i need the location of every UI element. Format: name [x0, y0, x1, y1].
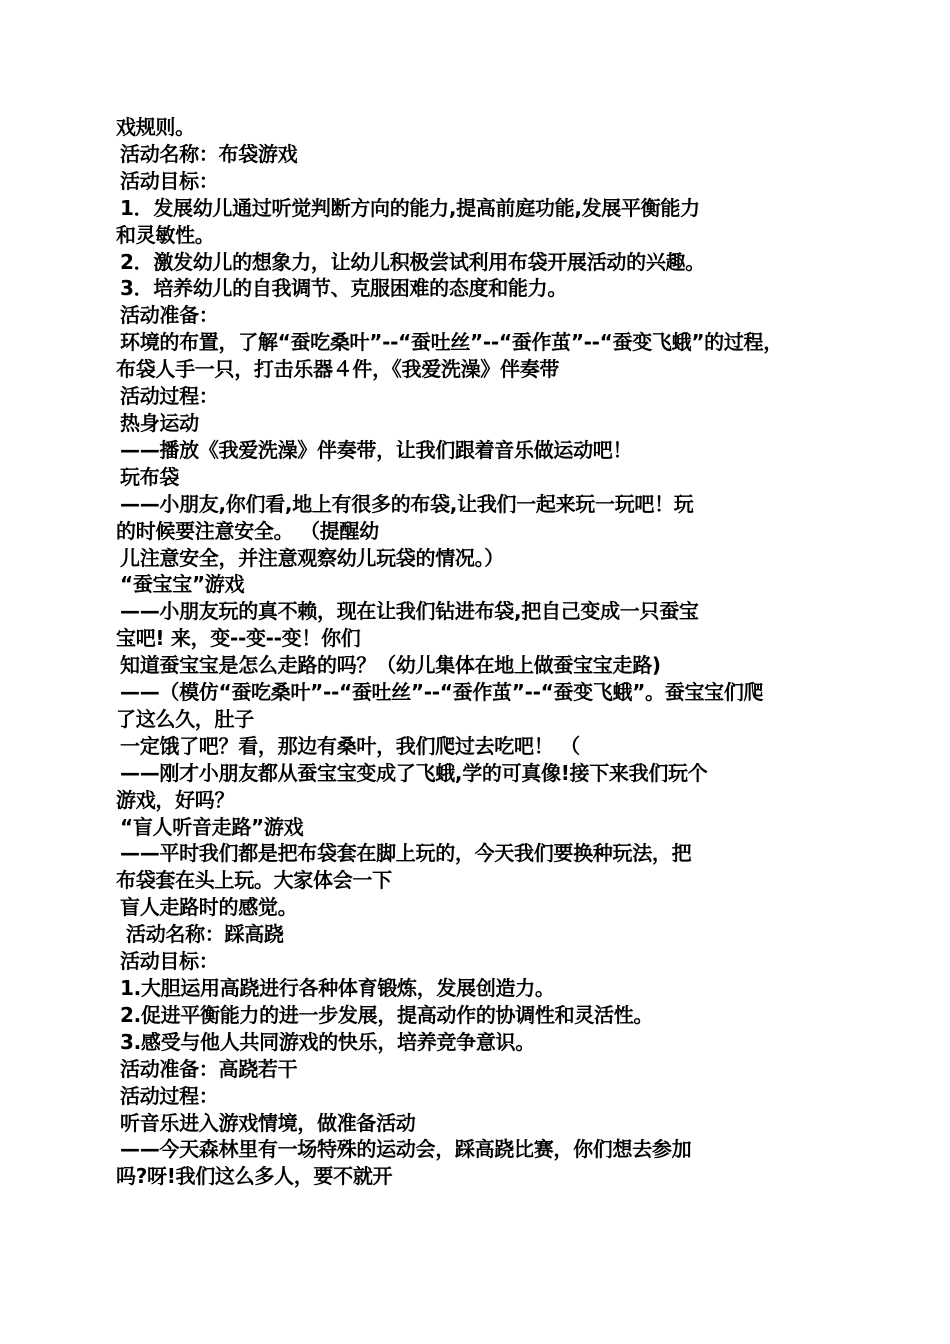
section-heading: 活动名称：踩高跷 — [126, 922, 284, 947]
text-line: 知道蚕宝宝是怎么走路的吗？（幼儿集体在地上做蚕宝宝走路) — [120, 653, 661, 678]
text-line: 一定饿了吧？看，那边有桑叶，我们爬过去吃吧！ （ — [120, 733, 580, 758]
goal-item: 3.感受与他人共同游戏的快乐，培养竞争意识。 — [120, 1029, 535, 1054]
step-heading: 听音乐进入游戏情境，做准备活动 — [120, 1110, 416, 1135]
subsection-heading: 活动目标： — [120, 949, 219, 974]
subsection-heading: 活动过程： — [120, 384, 219, 409]
text-line: ——平时我们都是把布袋套在脚上玩的，今天我们要换种玩法，把 — [120, 841, 692, 866]
text-line: 盲人走路时的感觉。 — [120, 895, 298, 920]
text-line: 儿注意安全，并注意观察幼儿玩袋的情况。） — [120, 545, 504, 570]
text-line: 环境的布置，了解“蚕吃桑叶”--“蚕吐丝”--“蚕作茧”--“蚕变飞蛾”的过程， — [120, 330, 783, 355]
document-body — [116, 114, 836, 1190]
subsection-heading: 活动准备： — [120, 303, 219, 328]
text-line: 和灵敏性。 — [116, 222, 215, 247]
step-heading: 热身运动 — [120, 410, 199, 435]
section-heading: 活动名称：布袋游戏 — [120, 141, 298, 166]
text-line: 宝吧! 来，变--变--变！你们 — [116, 626, 361, 651]
text-line: ——小朋友,你们看,地上有很多的布袋,让我们一起来玩一玩吧！玩 — [120, 491, 694, 516]
text-line: 游戏，好吗？ — [116, 787, 235, 812]
goal-item: 2．激发幼儿的想象力，让幼儿积极尝试利用布袋开展活动的兴趣。 — [120, 249, 705, 274]
subsection-heading: 活动准备：高跷若干 — [120, 1056, 298, 1081]
text-line: 了这么久，肚子 — [116, 706, 254, 731]
goal-item: 2.促进平衡能力的进一步发展，提高动作的协调性和灵活性。 — [120, 1002, 654, 1027]
text-line: ——今天森林里有一场特殊的运动会，踩高跷比赛，你们想去参加 — [120, 1137, 692, 1162]
goal-item: 1．发展幼儿通过听觉判断方向的能力,提高前庭功能,发展平衡能力 — [120, 195, 700, 220]
step-heading: “盲人听音走路”游戏 — [120, 814, 304, 839]
text-line: ——小朋友玩的真不赖，现在让我们钻进布袋,把自己变成一只蚕宝 — [120, 599, 699, 624]
goal-item: 1.大胆运用高跷进行各种体育锻炼，发展创造力。 — [120, 976, 555, 1000]
goal-item: 3．培养幼儿的自我调节、克服困难的态度和能力。 — [120, 276, 568, 301]
text-line: 的时候要注意安全。 （提醒幼 — [116, 518, 379, 543]
subsection-heading: 活动目标： — [120, 168, 219, 193]
text-line: 吗?呀!我们这么多人，要不就开 — [116, 1164, 393, 1189]
text-line: 布袋套在头上玩。大家体会一下 — [116, 868, 392, 893]
text-line: ——刚才小朋友都从蚕宝宝变成了飞蛾,学的可真像!接下来我们玩个 — [120, 760, 708, 785]
step-heading: 玩布袋 — [120, 464, 180, 489]
text-line: ——（模仿“蚕吃桑叶”--“蚕吐丝”--“蚕作茧”--“蚕变飞蛾”。蚕宝宝们爬 — [120, 680, 764, 705]
step-heading: “蚕宝宝”游戏 — [120, 572, 245, 597]
text-line: ——播放《我爱洗澡》伴奏带，让我们跟着音乐做运动吧！ — [120, 437, 633, 462]
text-line: 布袋人手一只，打击乐器４件，《我爱洗澡》伴奏带 — [116, 357, 560, 382]
text-line: 戏规则。 — [116, 115, 195, 139]
subsection-heading: 活动过程： — [120, 1083, 219, 1108]
